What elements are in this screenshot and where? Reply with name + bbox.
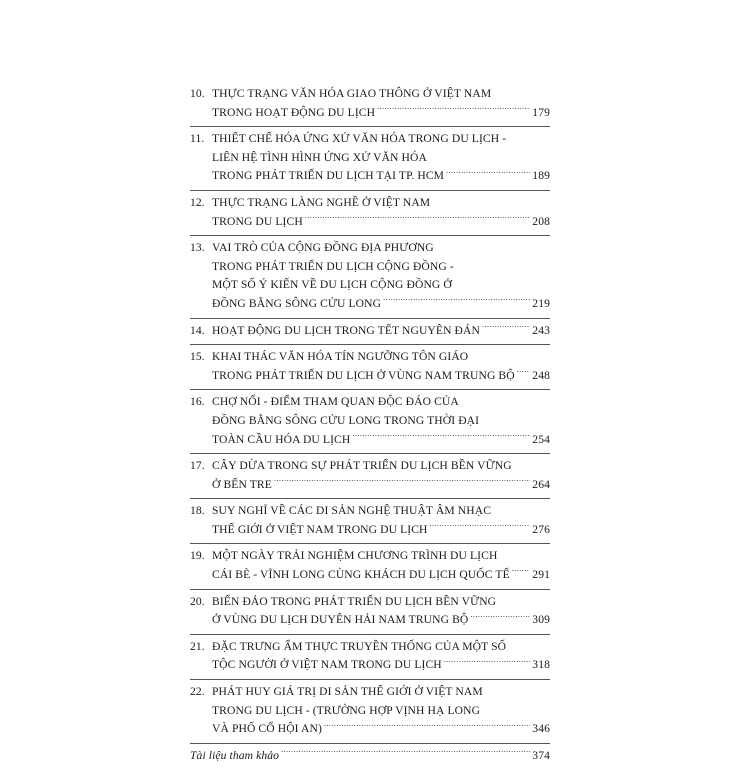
toc-entry: [190, 126, 550, 190]
entry-title-line: PHÁT HUY GIÁ TRỊ DI SẢN THẾ GIỚI Ở VIỆT NAM: [212, 685, 483, 699]
entry-title-line: Ở BẾN TRE: [212, 477, 272, 491]
entry-title-line: THỰC TRẠNG LÀNG NGHỀ Ở VIỆT NAM: [212, 195, 431, 209]
entry-last-line: [212, 611, 550, 630]
toc-entry-body: [190, 82, 550, 126]
toc-entry: [190, 453, 550, 498]
entry-number: 12.: [190, 195, 205, 209]
entry-title-line: TRONG PHÁT TRIỂN DU LỊCH Ở VÙNG NAM TRUNG BỘ: [212, 368, 515, 382]
entry-number: 10.: [190, 87, 205, 100]
entry-title-line: KHAI THÁC VĂN HÓA TÍN NGƯỠNG TÔN GIÁO: [212, 350, 469, 364]
toc-entry: [190, 82, 550, 126]
entry-last-line: [212, 521, 550, 540]
toc-entry: [190, 190, 550, 235]
entry-number: 22.: [190, 685, 205, 699]
dot-leader: [274, 476, 530, 488]
entry-last-line: [212, 322, 550, 341]
entry-title-line: MỘT SỐ Ý KIẾN VỀ DU LỊCH CỘNG ĐỒNG Ở: [212, 278, 452, 292]
entry-title-line: BIỂN ĐẢO TRONG PHÁT TRIỂN DU LỊCH BỀN VỮNG: [212, 594, 497, 608]
toc-entry-body: [190, 744, 550, 769]
references-label: Tài liệu tham khảo: [190, 748, 280, 762]
toc-entry: [190, 235, 550, 317]
entry-title-line: THỰC TRẠNG VĂN HÓA GIAO THÔNG Ở VIỆT NAM: [212, 87, 492, 100]
entry-last-line: [212, 566, 550, 585]
dot-leader: [446, 168, 530, 180]
dot-leader: [324, 721, 530, 733]
entry-title-line: TRONG DU LỊCH: [212, 214, 303, 228]
entry-title-line: THẾ GIỚI Ở VIỆT NAM TRONG DU LỊCH: [212, 522, 428, 536]
entry-title-line: THIẾT CHẾ HÓA ỨNG XỬ VĂN HÓA TRONG DU LỊCH -: [212, 132, 507, 146]
entry-number: 21.: [190, 639, 205, 653]
dot-leader: [377, 104, 530, 116]
page-number: 243: [532, 323, 550, 337]
dot-leader: [430, 521, 531, 533]
dot-leader: [444, 657, 531, 669]
entry-number: 18.: [190, 504, 205, 518]
toc-entry: [190, 634, 550, 679]
entry-title-line: CÁI BÈ - VĨNH LONG CÙNG KHÁCH DU LỊCH QUỐC TẾ: [212, 568, 510, 582]
toc-entry-body: [190, 390, 550, 453]
dot-leader: [512, 566, 531, 578]
dot-leader: [517, 367, 531, 379]
entry-title-line: VAI TRÒ CỦA CỘNG ĐỒNG ĐỊA PHƯƠNG: [212, 241, 434, 255]
toc-entry-body: [190, 544, 550, 588]
toc-entry-body: [190, 319, 550, 345]
entry-title-line: ĐỒNG BẰNG SÔNG CỬU LONG: [212, 296, 382, 310]
entry-number: 11.: [190, 132, 205, 146]
toc-entry: [190, 589, 550, 634]
page-number: 219: [532, 296, 550, 310]
entry-title-line: TRONG DU LỊCH - (TRƯỜNG HỢP VỊNH HẠ LONG: [212, 703, 481, 717]
toc-entry: [190, 543, 550, 588]
page-number: 276: [532, 522, 550, 536]
entry-last-line: [212, 367, 550, 386]
page-number: 318: [532, 658, 550, 672]
entry-last-line: [212, 720, 550, 739]
entry-title-line: ĐỒNG BẰNG SÔNG CỬU LONG TRONG THỜI ĐẠI: [212, 413, 480, 427]
toc-entry: [190, 389, 550, 453]
page-number: 346: [532, 722, 550, 736]
page-number: 309: [532, 613, 550, 627]
dot-leader: [305, 213, 530, 225]
dot-leader: [281, 747, 530, 759]
page-number: 248: [532, 368, 550, 382]
entry-number: 15.: [190, 350, 205, 364]
entry-last-line: [212, 167, 550, 186]
toc-entry-body: [190, 590, 550, 634]
entry-title-line: TRONG HOẠT ĐỘNG DU LỊCH: [212, 105, 376, 119]
toc-entry: [190, 679, 550, 743]
page-number: 374: [532, 748, 550, 762]
entry-title-line: TOÀN CẦU HÓA DU LỊCH: [212, 432, 351, 446]
toc-entry-references: [190, 743, 550, 769]
toc-entry-body: [190, 635, 550, 679]
page-number: 254: [532, 432, 550, 446]
toc-entry-body: [190, 680, 550, 743]
entry-number: 13.: [190, 241, 205, 255]
entry-title-line: TRONG PHÁT TRIỂN DU LỊCH TẠI TP. HCM: [212, 169, 445, 183]
entry-number: 20.: [190, 594, 205, 608]
entry-number: 14.: [190, 323, 205, 337]
entry-number: 19.: [190, 549, 205, 563]
entry-title-line: HOẠT ĐỘNG DU LỊCH TRONG TẾT NGUYÊN ĐÁN: [212, 323, 480, 337]
entry-title-line: MỘT NGÀY TRẢI NGHIỆM CHƯƠNG TRÌNH DU LỊCH: [212, 549, 498, 563]
toc-entry: [190, 318, 550, 345]
page-number: 179: [532, 105, 550, 119]
page-number: 189: [532, 169, 550, 183]
dot-leader: [383, 295, 530, 307]
entry-title-line: SUY NGHĨ VỀ CÁC DI SẢN NGHỆ THUẬT ÂM NHẠC: [212, 504, 492, 518]
entry-last-line: [212, 104, 550, 123]
toc-entry: [190, 498, 550, 543]
toc-entry-body: [190, 345, 550, 389]
entry-title-line: TRONG PHÁT TRIỂN DU LỊCH CỘNG ĐỒNG -: [212, 259, 454, 273]
entry-number: 16.: [190, 395, 205, 409]
page-number: 264: [532, 477, 550, 491]
entry-title-line: CÂY DỪA TRONG SỰ PHÁT TRIỂN DU LỊCH BỀN VỮNG: [212, 459, 512, 473]
entry-title-line: TỘC NGƯỜI Ở VIỆT NAM TRONG DU LỊCH: [212, 658, 442, 672]
entry-last-line: [212, 476, 550, 495]
toc-entry-body: [190, 127, 550, 190]
entry-last-line: [212, 213, 550, 232]
entry-last-line: [212, 431, 550, 450]
dot-leader: [352, 431, 530, 443]
page-number: 291: [532, 568, 550, 582]
toc-entry-body: [190, 236, 550, 317]
table-of-contents: [190, 82, 550, 769]
dot-leader: [482, 322, 530, 334]
entry-title-line: ĐẶC TRƯNG ẨM THỰC TRUYỀN THỐNG CỦA MỘT SỐ: [212, 639, 507, 653]
entry-title-line: VÀ PHỐ CỔ HỘI AN): [212, 722, 322, 736]
dot-leader: [470, 612, 530, 624]
entry-last-line: [212, 656, 550, 675]
entry-last-line: [212, 295, 550, 314]
entry-number: 17.: [190, 459, 205, 473]
toc-entry: [190, 344, 550, 389]
entry-title-line: CHỢ NỔI - ĐIỂM THAM QUAN ĐỘC ĐÁO CỦA: [212, 395, 459, 409]
entry-title-line: LIÊN HỆ TÌNH HÌNH ỨNG XỬ VĂN HÓA: [212, 150, 427, 164]
page-number: 208: [532, 214, 550, 228]
toc-entry-body: [190, 499, 550, 543]
toc-entry-body: [190, 191, 550, 235]
toc-entry-body: [190, 454, 550, 498]
entry-title-line: Ở VÙNG DU LỊCH DUYÊN HẢI NAM TRUNG BỘ: [212, 613, 469, 627]
